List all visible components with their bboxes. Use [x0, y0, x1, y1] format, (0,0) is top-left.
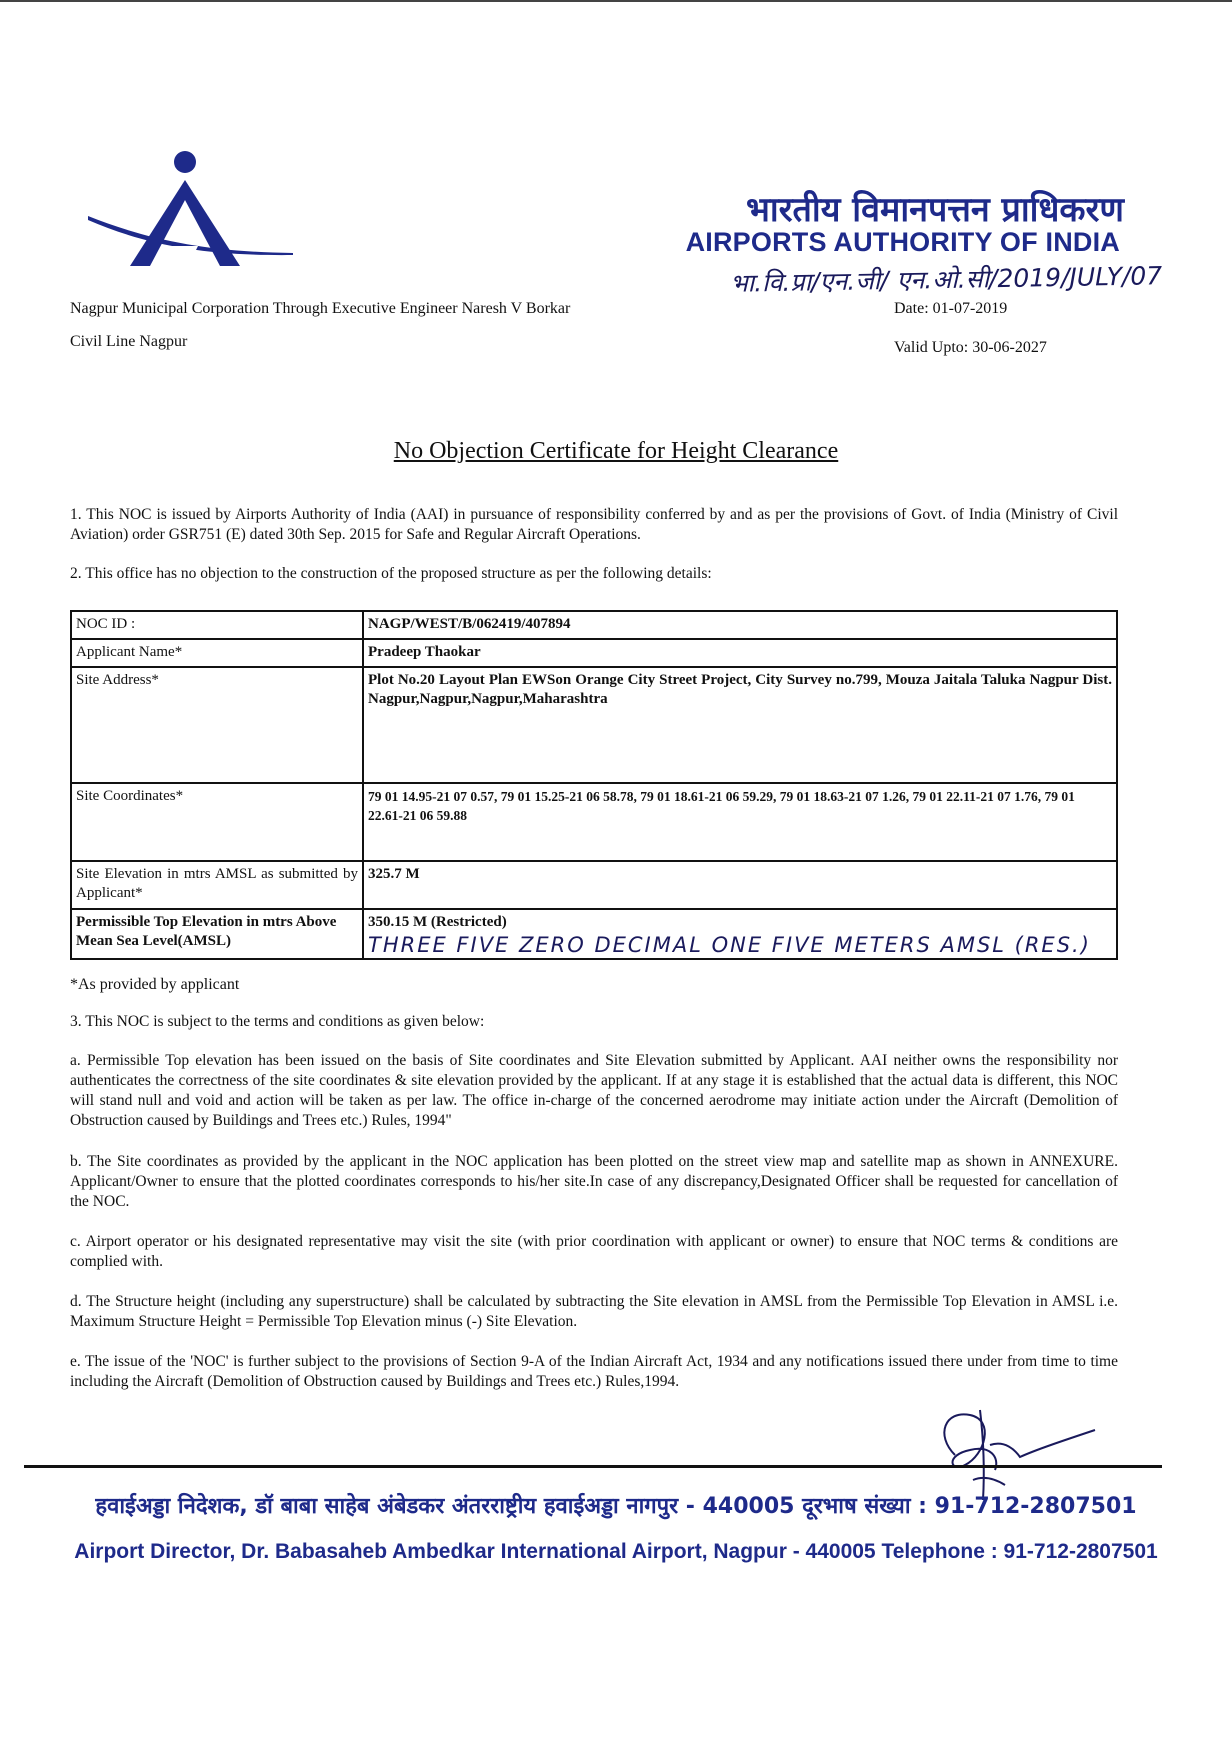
applicant-label: Applicant Name*: [71, 639, 363, 667]
addressee-line1: Nagpur Municipal Corporation Through Executive Engineer Naresh V Borkar: [70, 300, 571, 317]
certificate-title: No Objection Certificate for Height Clearance: [393, 438, 839, 464]
top-border-line: [0, 0, 1232, 2]
term-d: d. The Structure height (including any superstructure) shall be calculated by subtracting the Site elevation in AMSL from the Permissible Top Elevation in AMSL i.e. Maximum Structure Height = Permissible Top Elevation minus (-) Site Elevation.: [70, 1293, 1118, 1330]
footer-hindi: हवाईअड्डा निदेशक, डॉ बाबा साहेब अंबेडकर अंतरराष्ट्रीय हवाईअड्डा नागपुर - 440005 दूरभाष संख्या : 91-712-2807501: [95, 1494, 1137, 1519]
site-coordinates-value: 79 01 14.95-21 07 0.57, 79 01 15.25-21 06 58.78, 79 01 18.61-21 06 59.29, 79 01 18.63-21 07 1.26, 79 01 22.11-21 07 1.76, 79 01 22.61-21 06 59.88: [363, 783, 1117, 861]
handwritten-reference: भा.वि.प्रा/एन.जी/ एन.ओ.सी/2019/JULY/07: [729, 261, 1163, 298]
table-row: [71, 667, 1117, 783]
site-elevation-value: 325.7 M: [363, 861, 1117, 909]
permissible-elevation-cell: [363, 909, 1117, 959]
footer-english: Airport Director, Dr. Babasaheb Ambedkar International Airport, Nagpur - 440005 Telephone : 91-712-2807501: [74, 1540, 1158, 1563]
addressee-line2: Civil Line Nagpur: [70, 333, 188, 350]
permissible-elevation-label: Permissible Top Elevation in mtrs Above Mean Sea Level(AMSL): [71, 909, 363, 959]
term-c: c. Airport operator or his designated representative may visit the site (with prior coordination with applicant or owner) to ensure that NOC terms & conditions are complied with.: [70, 1233, 1118, 1270]
signature: [925, 1395, 1105, 1505]
table-row: [71, 783, 1117, 861]
valid-upto: Valid Upto: 30-06-2027: [894, 339, 1047, 356]
term-a: a. Permissible Top elevation has been issued on the basis of Site coordinates and Site Elevation submitted by Applicant. AAI neither owns the responsibility nor authenticates the correctness of the site coordinates & site elevation provided by the applicant. If at any stage it is established that the actual data is different, this NOC will stand null and void and action will be taken as per law. The office in-charge of the concerned aerodrome may initiate action under the Aircraft (Demolition of Obstruction caused by Buildings and Trees etc.) Rules, 1994": [70, 1052, 1118, 1129]
intro-paragraph-1: 1. This NOC is issued by Airports Authority of India (AAI) in pursuance of responsibility conferred by and as per the provisions of Govt. of India (Ministry of Civil Aviation) order GSR751 (E) dated 30th Sep. 2015 for Safe and Regular Aircraft Operations.: [70, 506, 1118, 543]
applicant-value: Pradeep Thaokar: [363, 639, 1117, 667]
site-coordinates-label: Site Coordinates*: [71, 783, 363, 861]
term-e: e. The issue of the 'NOC' is further subject to the provisions of Section 9-A of the Indian Aircraft Act, 1934 and any notifications issued there under from time to time including the Aircraft (Demolition of Obstruction caused by Buildings and Trees etc.) Rules,1994.: [70, 1353, 1118, 1390]
site-elevation-label: Site Elevation in mtrs AMSL as submitted by Applicant*: [71, 861, 363, 909]
org-name-english: AIRPORTS AUTHORITY OF INDIA: [685, 227, 1120, 257]
issue-date: Date: 01-07-2019: [894, 300, 1008, 317]
table-row: [71, 861, 1117, 909]
term-b: b. The Site coordinates as provided by the applicant in the NOC application has been plotted on the street view map and satellite map as shown in ANNEXURE. Applicant/Owner to ensure that the plotted coordinates corresponds to his/her site.In case of any discrepancy,Designated Officer shall be requested for cancellation of the NOC.: [70, 1153, 1118, 1210]
footnote: *As provided by applicant: [70, 976, 240, 993]
intro-paragraph-2: 2. This office has no objection to the construction of the proposed structure as per the following details:: [70, 565, 712, 582]
noc-details-table: [70, 610, 1118, 960]
noc-id-value: NAGP/WEST/B/062419/407894: [363, 611, 1117, 639]
table-row: [71, 611, 1117, 639]
site-address-label: Site Address*: [71, 667, 363, 783]
table-row: [71, 639, 1117, 667]
site-address-value: Plot No.20 Layout Plan EWSon Orange City Street Project, City Survey no.799, Mouza Jaitala Taluka Nagpur Dist. Nagpur,Nagpur,Nagpur,Maharashtra: [363, 667, 1117, 783]
table-row: [71, 909, 1117, 959]
permissible-elevation-value: 350.15 M (Restricted): [368, 914, 507, 930]
org-name-hindi: भारतीय विमानपत्तन प्राधिकरण: [745, 190, 1124, 230]
noc-id-label: NOC ID :: [71, 611, 363, 639]
footer-divider: [24, 1465, 1162, 1468]
terms-intro: 3. This NOC is subject to the terms and conditions as given below:: [70, 1013, 485, 1030]
permissible-elevation-handwritten: THREE FIVE ZERO DECIMAL ONE FIVE METERS AMSL (RES.): [368, 933, 1091, 955]
aai-logo: [88, 148, 298, 276]
